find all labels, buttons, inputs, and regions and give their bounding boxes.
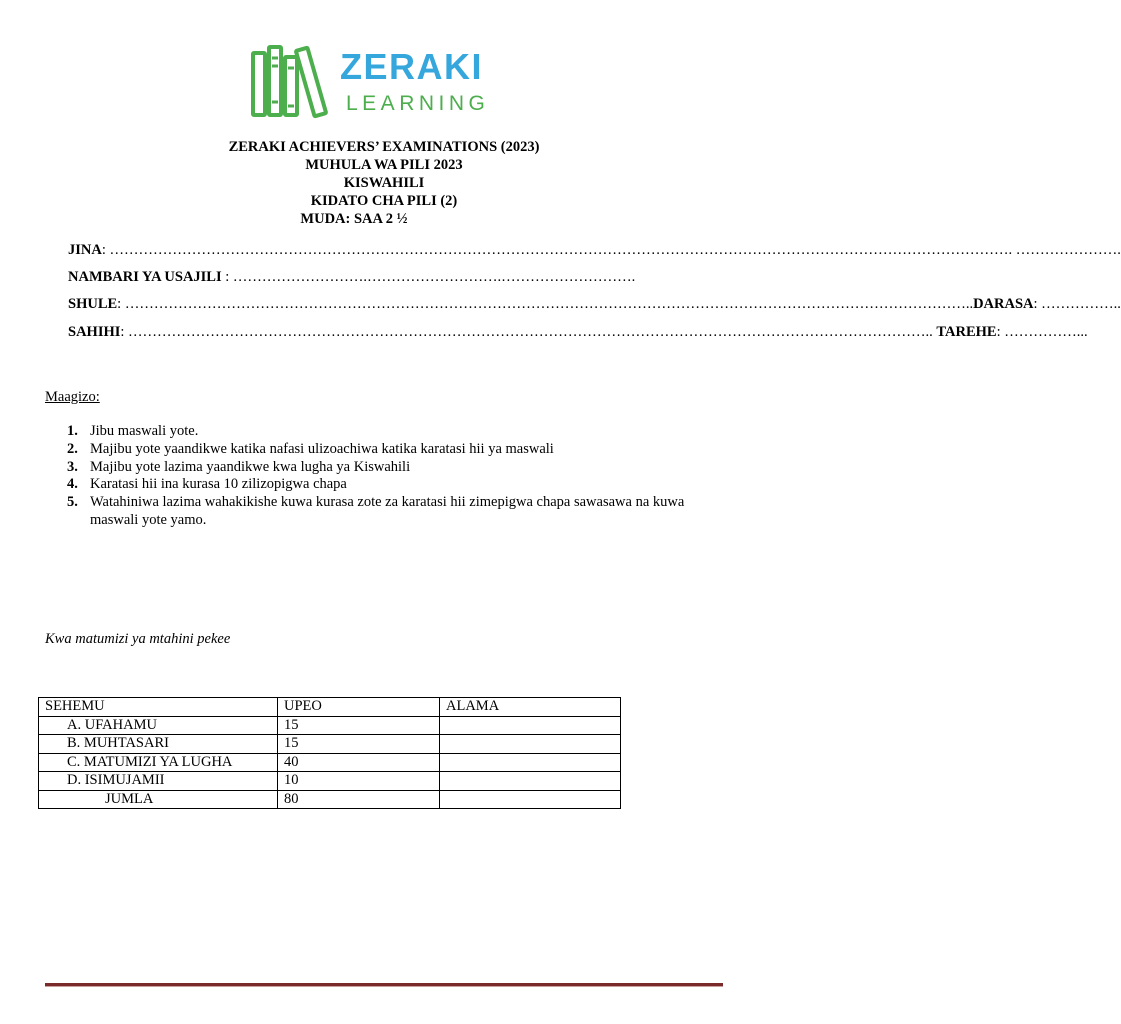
row-section: D. ISIMUJAMII — [39, 772, 278, 791]
list-item-number: 2. — [67, 440, 78, 457]
row-section: B. MUHTASARI — [39, 735, 278, 754]
header-alama: ALAMA — [440, 698, 621, 717]
exam-header — [0, 138, 768, 228]
field-shule[interactable] — [68, 296, 1121, 313]
list-item-number: 4. — [67, 476, 78, 493]
row-max: 40 — [278, 753, 440, 772]
list-item-text: Karatasi hii ina kurasa 10 zilizopigwa chapa — [90, 476, 347, 493]
exam-term: MUHULA WA PILI 2023 — [305, 157, 463, 173]
list-item — [45, 476, 725, 494]
field-jina-blank: : ……………………………………………………………………………………………………………………………………………………………………. …………………. — [101, 242, 1121, 258]
list-item — [45, 441, 725, 459]
row-max: 15 — [278, 735, 440, 754]
zeraki-logo — [248, 44, 528, 120]
field-shule-blank: : ………………………………………………………………………………………………………………………………………………………….. — [117, 296, 974, 312]
list-item-number: 3. — [67, 458, 78, 475]
books-icon — [248, 44, 330, 120]
row-score[interactable] — [440, 772, 621, 791]
field-nambari[interactable] — [68, 269, 635, 286]
list-item — [45, 494, 725, 530]
row-section: A. UFAHAMU — [39, 716, 278, 735]
logo-wordmark: ZERAKI — [340, 46, 483, 87]
list-item-number: 5. — [67, 494, 78, 511]
field-sahihi-label: SAHIHI — [68, 324, 121, 340]
table-row — [39, 716, 621, 735]
list-item-text: Jibu maswali yote. — [90, 423, 199, 439]
exam-subject: KISWAHILI — [343, 175, 425, 191]
field-sahihi-blank: : ………………………………………………………………………………………………………………………………………………….. — [120, 324, 937, 340]
row-score[interactable] — [440, 716, 621, 735]
row-max: 15 — [278, 716, 440, 735]
field-darasa-label: DARASA — [973, 296, 1034, 312]
list-item-number: 1. — [67, 423, 78, 439]
total-score[interactable] — [440, 790, 621, 809]
row-score[interactable] — [440, 735, 621, 754]
field-darasa-blank: : …………….. — [1033, 296, 1121, 312]
list-item-text: Majibu yote yaandikwe katika nafasi ulizoachiwa katika karatasi hii ya maswali — [90, 440, 554, 457]
total-label: JUMLA — [39, 790, 278, 809]
instructions-heading: Maagizo: — [45, 389, 100, 405]
list-item — [45, 423, 725, 441]
header-upeo: UPEO — [278, 698, 440, 717]
table-total-row — [39, 790, 621, 809]
field-tarehe-label: TAREHE — [936, 324, 997, 340]
exam-form: KIDATO CHA PILI (2) — [310, 193, 458, 209]
table-header-row — [39, 698, 621, 717]
field-nambari-blank: : ……………………….……………………….………………………. — [221, 269, 636, 285]
table-row — [39, 772, 621, 791]
logo-subtitle: LEARNING — [346, 92, 490, 115]
field-nambari-label: NAMBARI YA USAJILI — [68, 269, 222, 285]
exam-title: ZERAKI ACHIEVERS’ EXAMINATIONS (2023) — [228, 139, 540, 155]
examiner-use-note: Kwa matumizi ya mtahini pekee — [45, 631, 231, 647]
field-sahihi[interactable] — [68, 324, 1088, 341]
list-item-text: Majibu yote lazima yaandikwe kwa lugha ya Kiswahili — [90, 458, 411, 475]
list-item-text: Watahiniwa lazima wahakikishe kuwa kurasa zote za karatasi hii zimepigwa chapa sawasawa na kuwa maswali yote yamo. — [90, 494, 685, 528]
row-section: C. MATUMIZI YA LUGHA — [39, 753, 278, 772]
field-jina-label: JINA — [68, 242, 102, 258]
row-max: 10 — [278, 772, 440, 791]
field-tarehe-blank: : ……………... — [996, 324, 1088, 340]
header-sehemu: SEHEMU — [39, 698, 278, 717]
field-jina[interactable] — [68, 242, 1121, 259]
exam-duration: MUDA: SAA 2 ½ — [300, 211, 408, 227]
footer-divider — [45, 983, 723, 987]
total-max: 80 — [278, 790, 440, 809]
list-item — [45, 459, 725, 477]
instructions-list — [45, 423, 725, 530]
row-score[interactable] — [440, 753, 621, 772]
score-table — [38, 697, 621, 809]
table-row — [39, 735, 621, 754]
field-shule-label: SHULE — [68, 296, 118, 312]
table-row — [39, 753, 621, 772]
